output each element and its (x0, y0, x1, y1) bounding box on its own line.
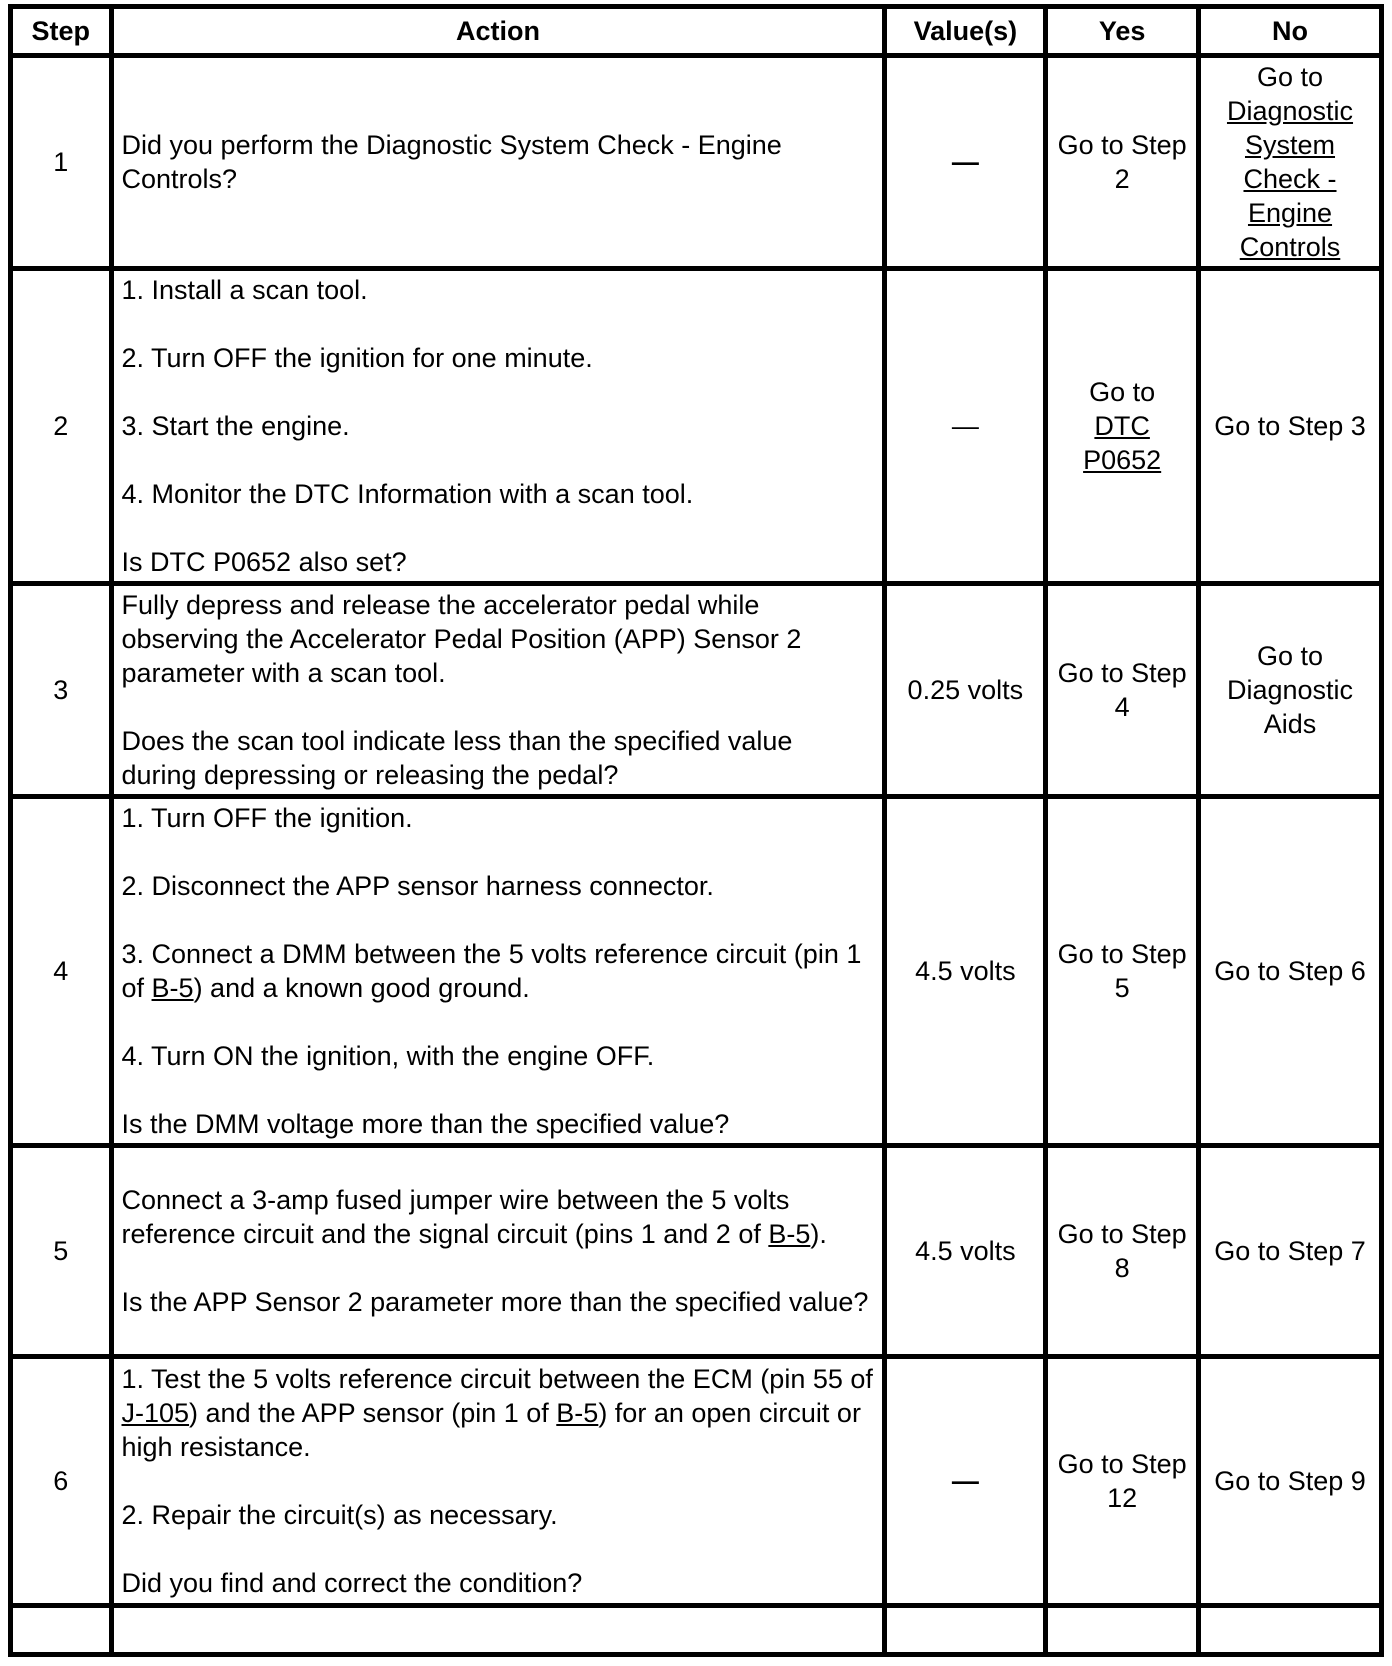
action-question: Did you find and correct the condition? (121, 1568, 583, 1598)
yes-cell: Go to Step 4 (1046, 584, 1199, 797)
diagnostic-system-check-link[interactable]: Diagnostic System Check - Engine Controls (1226, 96, 1354, 262)
value-cell (885, 1357, 1046, 1606)
yes-cell (1046, 1606, 1199, 1655)
value-text: — (951, 147, 979, 177)
value-cell: 0.25 volts (885, 584, 1046, 797)
header-action: Action (111, 7, 885, 56)
action-text: 3. Start the engine. (121, 411, 350, 441)
value-cell (885, 56, 1046, 269)
action-text: 2. Turn OFF the ignition for one minute. (121, 343, 593, 373)
action-text: 4. Turn ON the ignition, with the engine OFF. (121, 1041, 655, 1071)
header-row (11, 7, 1382, 56)
action-text: Did you perform the Diagnostic System Check - Engine Controls? (121, 130, 782, 194)
connector-b5-link[interactable]: B-5 (151, 973, 194, 1003)
action-cell (111, 1146, 885, 1357)
yes-cell: Go to Step 2 (1046, 56, 1199, 269)
action-cell (111, 269, 885, 584)
no-cell: Go to Step 9 (1199, 1357, 1382, 1606)
value-cell (885, 1606, 1046, 1655)
value-cell (885, 269, 1046, 584)
action-cell (111, 797, 885, 1146)
header-step: Step (11, 7, 112, 56)
action-cell (111, 56, 885, 269)
action-text (122, 937, 875, 1005)
no-cell: Go to Diagnostic Aids (1199, 584, 1382, 797)
no-cell: Go to Step 3 (1199, 269, 1382, 584)
connector-j105-link[interactable]: J-105 (121, 1398, 190, 1428)
step-number: 1 (11, 56, 112, 269)
action-cell (111, 1606, 885, 1655)
step-number: 4 (11, 797, 112, 1146)
action-text (122, 1362, 875, 1464)
action-text-part: 3. Connect a DMM between the 5 volts reference circuit (pin 1 of (121, 939, 862, 1003)
step-number: 3 (11, 584, 112, 797)
action-text: 2. Repair the circuit(s) as necessary. (121, 1500, 558, 1530)
action-question: Is the APP Sensor 2 parameter more than the specified value? (121, 1287, 869, 1317)
action-text-part: ). (810, 1219, 827, 1249)
action-text: Fully depress and release the accelerator pedal while observing the Accelerator Pedal Position (APP) Sensor 2 parameter with a scan tool. (121, 590, 802, 688)
action-text: 1. Install a scan tool. (121, 275, 368, 305)
table-row (11, 1146, 1382, 1357)
action-text: 1. Turn OFF the ignition. (121, 803, 413, 833)
no-prefix: Go to (1256, 62, 1324, 92)
action-question: Does the scan tool indicate less than the specified value during depressing or releasing the pedal? (121, 726, 793, 790)
value-cell: 4.5 volts (885, 797, 1046, 1146)
action-text-part: ) for an open circuit or high resistance. (121, 1398, 861, 1462)
action-text-part: ) and the APP sensor (pin 1 of (189, 1398, 557, 1428)
step-number (11, 1606, 112, 1655)
value-text: — (951, 1466, 979, 1496)
value-cell: 4.5 volts (885, 1146, 1046, 1357)
step-number: 6 (11, 1357, 112, 1606)
step-number: 5 (11, 1146, 112, 1357)
action-text: 4. Monitor the DTC Information with a scan tool. (121, 479, 694, 509)
action-text (122, 1183, 875, 1251)
dtc-p0652-link[interactable]: DTC P0652 (1083, 411, 1162, 475)
table-row (11, 269, 1382, 584)
header-values: Value(s) (885, 7, 1046, 56)
action-question: Is the DMM voltage more than the specified value? (121, 1109, 730, 1139)
no-cell: Go to Step 6 (1199, 797, 1382, 1146)
action-question: Is DTC P0652 also set? (121, 547, 407, 577)
no-cell (1199, 1606, 1382, 1655)
yes-cell: Go to Step 12 (1046, 1357, 1199, 1606)
action-cell (111, 1357, 885, 1606)
table-row (11, 56, 1382, 269)
diagnostic-table (8, 4, 1384, 1657)
yes-prefix: Go to (1089, 377, 1156, 407)
header-yes: Yes (1046, 7, 1199, 56)
yes-cell: Go to Step 8 (1046, 1146, 1199, 1357)
yes-cell: Go to Step 5 (1046, 797, 1199, 1146)
action-text-part: ) and a known good ground. (193, 973, 530, 1003)
connector-b5-link[interactable]: B-5 (556, 1398, 599, 1428)
action-cell (111, 584, 885, 797)
action-text-part: 1. Test the 5 volts reference circuit between the ECM (pin 55 of (121, 1364, 873, 1394)
table-row (11, 1606, 1382, 1655)
connector-b5-link[interactable]: B-5 (768, 1219, 811, 1249)
table-row (11, 1357, 1382, 1606)
header-no: No (1199, 7, 1382, 56)
table-row (11, 797, 1382, 1146)
value-text: — (951, 411, 979, 441)
no-cell: Go to Step 7 (1199, 1146, 1382, 1357)
action-text: 2. Disconnect the APP sensor harness connector. (121, 871, 714, 901)
yes-cell (1046, 269, 1199, 584)
step-number: 2 (11, 269, 112, 584)
table-row (11, 584, 1382, 797)
action-text-part: Connect a 3-amp fused jumper wire between the 5 volts reference circuit and the signal circuit (pins 1 and 2 of (121, 1185, 790, 1249)
no-cell (1199, 56, 1382, 269)
